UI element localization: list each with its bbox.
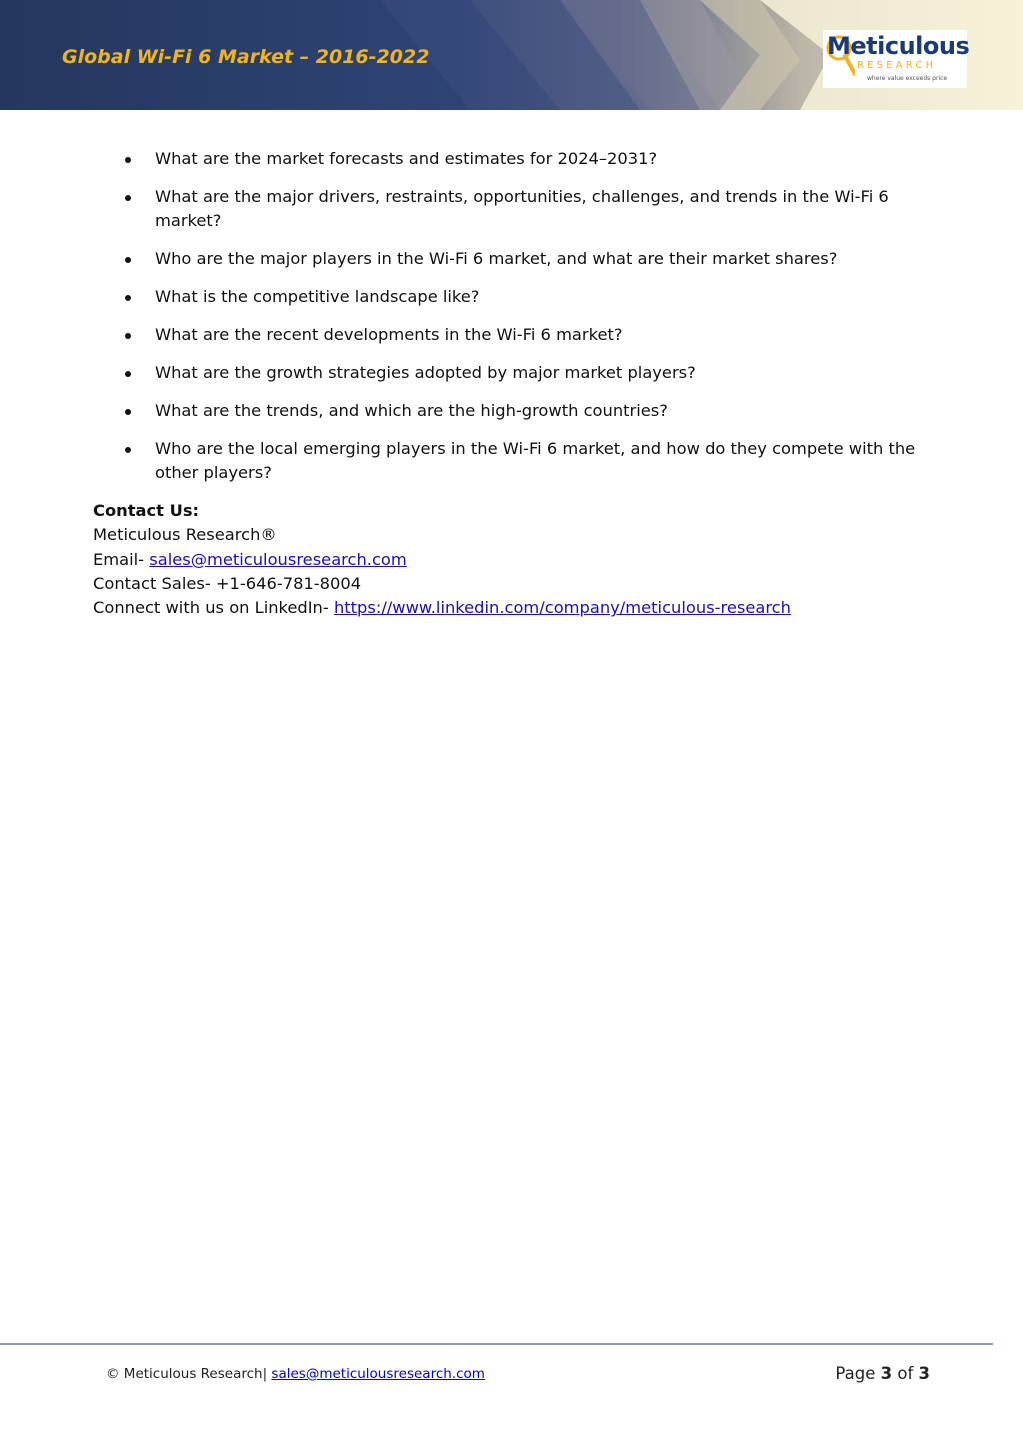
- question-text: What is the competitive landscape like?: [155, 287, 480, 306]
- list-item: [125, 437, 925, 485]
- list-item: [125, 247, 925, 271]
- bullet-icon: [125, 257, 131, 263]
- bullet-icon: [125, 295, 131, 301]
- linkedin-label: Connect with us on LinkedIn-: [93, 598, 334, 618]
- logo-subtitle: RESEARCH: [857, 60, 937, 71]
- question-text: Who are the major players in the Wi-Fi 6 market, and what are their market shares?: [155, 249, 838, 268]
- page-total: 3: [918, 1364, 930, 1383]
- list-item: [125, 399, 925, 423]
- list-item: [125, 361, 925, 385]
- contact-title: Contact Us:: [93, 501, 200, 520]
- bullet-icon: [125, 371, 131, 377]
- list-item: [125, 323, 925, 347]
- page-of-label: of: [892, 1364, 919, 1383]
- question-text: What are the growth strategies adopted by major market players?: [155, 363, 696, 382]
- footer-divider: [0, 1343, 993, 1345]
- question-text: What are the recent developments in the Wi-Fi 6 market?: [155, 325, 623, 344]
- bullet-icon: [125, 409, 131, 415]
- page-label: Page: [835, 1364, 881, 1383]
- company-name: Meticulous Research®: [93, 525, 277, 545]
- question-text: Who are the local emerging players in the Wi-Fi 6 market, and how do they compete with the other players?: [155, 439, 916, 482]
- footer-copyright: [106, 1366, 485, 1382]
- list-item: [125, 285, 925, 309]
- email-line: [93, 548, 943, 572]
- footer-email-link[interactable]: sales@meticulousresearch.com: [271, 1366, 485, 1382]
- list-item: [125, 147, 925, 171]
- document-title: Global Wi-Fi 6 Market – 2016-2022: [62, 46, 430, 68]
- question-text: What are the market forecasts and estimates for 2024–2031?: [155, 149, 658, 168]
- question-list: [125, 147, 925, 499]
- bullet-icon: [125, 333, 131, 339]
- sales-phone: Contact Sales- +1-646-781-8004: [93, 573, 362, 593]
- header-banner: [0, 0, 1023, 110]
- question-text: What are the trends, and which are the high-growth countries?: [155, 401, 668, 420]
- email-link[interactable]: sales@meticulousresearch.com: [149, 549, 407, 569]
- logo-tagline: where value exceeds price: [867, 75, 948, 82]
- logo-name: Meticulous: [827, 32, 970, 60]
- linkedin-link[interactable]: https://www.linkedin.com/company/meticulous-research: [333, 598, 791, 618]
- contact-section: [93, 499, 943, 620]
- bullet-icon: [125, 195, 131, 201]
- page-current: 3: [880, 1364, 893, 1383]
- page-number: [835, 1364, 930, 1383]
- bullet-icon: [125, 447, 131, 453]
- company-logo: [823, 30, 970, 88]
- bullet-icon: [125, 157, 131, 163]
- linkedin-line: [93, 596, 943, 620]
- list-item: [125, 185, 925, 233]
- copyright-text: © Meticulous Research|: [106, 1366, 272, 1382]
- email-label: Email-: [93, 549, 150, 569]
- question-text: What are the major drivers, restraints, opportunities, challenges, and trends in the Wi-Fi 6 market?: [155, 187, 889, 230]
